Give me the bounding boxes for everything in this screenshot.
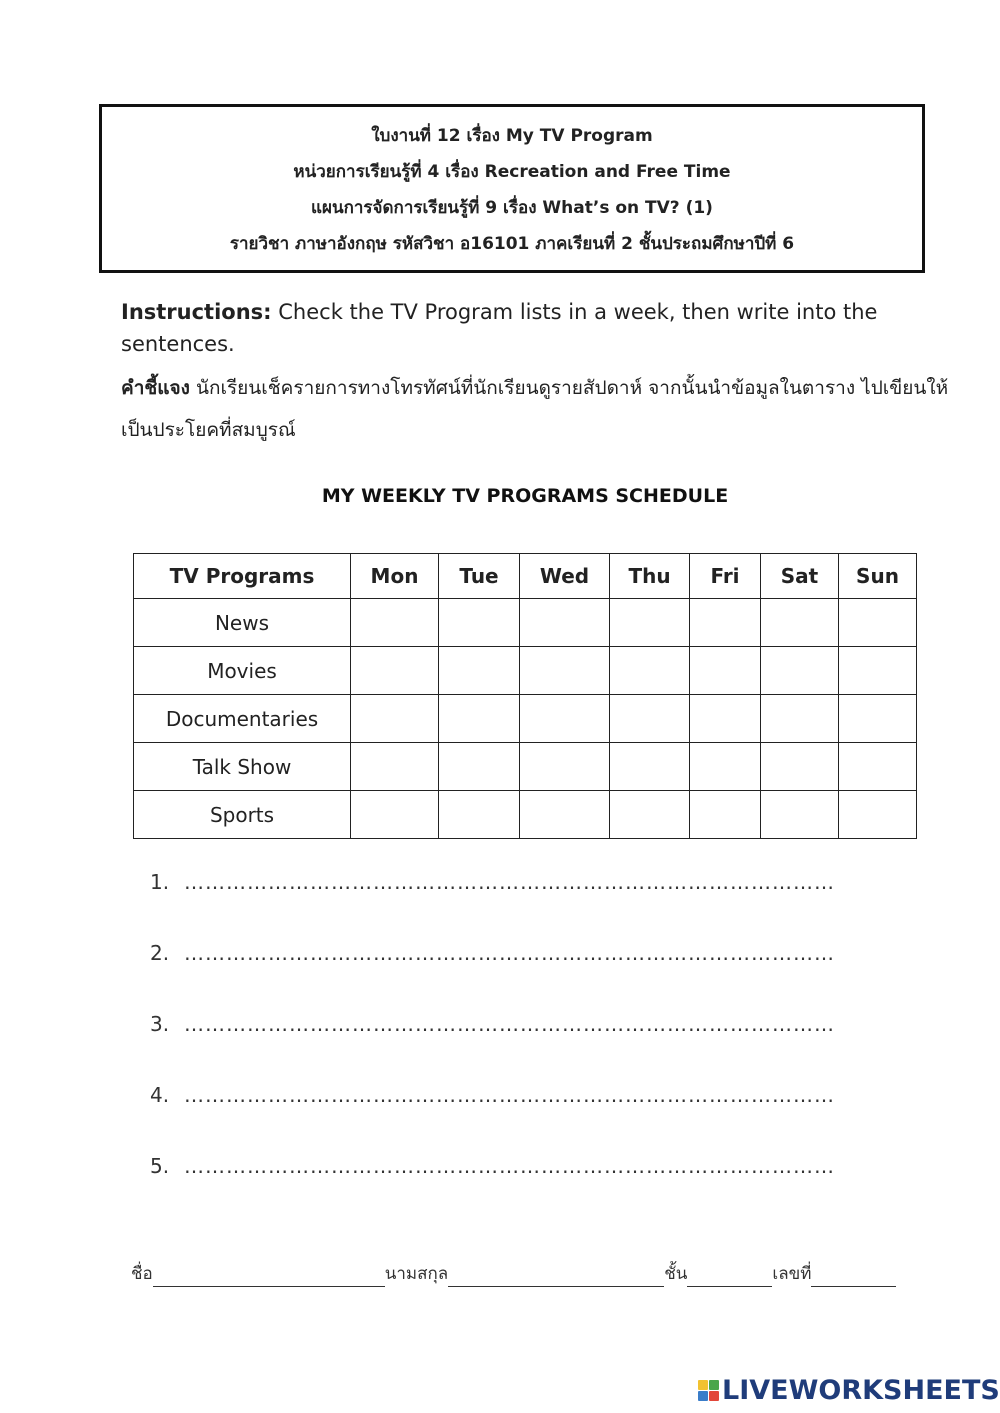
program-name: Documentaries [134, 695, 351, 743]
check-cell[interactable] [761, 695, 839, 743]
answer-number: 5. [150, 1154, 170, 1178]
table-row [134, 695, 917, 743]
answer-dotted-line[interactable]: ………………………………………………………………………………… [184, 870, 835, 894]
thai-instructions-text: นักเรียนเช็ครายการทางโทรทัศน์ที่นักเรียนดูรายสัปดาห์ จากนั้นนำข้อมูลในตาราง ไปเขียนให้เป็นประโยคที่สมบูรณ์ [121, 377, 949, 441]
program-name: Talk Show [134, 743, 351, 791]
check-cell[interactable] [610, 599, 690, 647]
check-cell[interactable] [839, 695, 917, 743]
liveworksheets-watermark [698, 1375, 1000, 1406]
program-name: Movies [134, 647, 351, 695]
answer-line-2[interactable] [150, 941, 880, 1012]
check-cell[interactable] [351, 647, 439, 695]
check-cell[interactable] [761, 743, 839, 791]
check-cell[interactable] [610, 791, 690, 839]
learning-unit-title: หน่วยการเรียนรู้ที่ 4 เรื่อง Recreation and Free Time [293, 161, 731, 182]
number-blank[interactable] [811, 1266, 896, 1287]
check-cell[interactable] [520, 743, 610, 791]
check-cell[interactable] [439, 599, 520, 647]
answer-number: 2. [150, 941, 170, 965]
name-blank[interactable] [153, 1266, 385, 1287]
check-cell[interactable] [839, 647, 917, 695]
liveworksheets-logo-icon [698, 1380, 719, 1401]
check-cell[interactable] [690, 599, 761, 647]
check-cell[interactable] [520, 695, 610, 743]
answer-dotted-line[interactable]: ………………………………………………………………………………… [184, 1012, 835, 1036]
worksheet-number-title: ใบงานที่ 12 เรื่อง My TV Program [371, 125, 653, 146]
check-cell[interactable] [610, 695, 690, 743]
class-blank[interactable] [687, 1266, 772, 1287]
check-cell[interactable] [520, 647, 610, 695]
answer-line-4[interactable] [150, 1083, 880, 1154]
surname-label: นามสกุล [384, 1264, 449, 1284]
check-cell[interactable] [690, 695, 761, 743]
answer-dotted-line[interactable]: ………………………………………………………………………………… [184, 1083, 835, 1107]
answer-number: 3. [150, 1012, 170, 1036]
check-cell[interactable] [839, 743, 917, 791]
surname-blank[interactable] [448, 1266, 664, 1287]
check-cell[interactable] [351, 791, 439, 839]
schedule-table [133, 553, 917, 839]
answer-list [150, 870, 880, 1225]
check-cell[interactable] [439, 647, 520, 695]
schedule-header-row [134, 554, 917, 599]
header-tv-programs: TV Programs [134, 554, 351, 599]
student-info-line [131, 1260, 911, 1287]
header-tue: Tue [439, 554, 520, 599]
name-label: ชื่อ [131, 1264, 153, 1284]
answer-number: 4. [150, 1083, 170, 1107]
check-cell[interactable] [610, 647, 690, 695]
header-sun: Sun [839, 554, 917, 599]
answer-dotted-line[interactable]: ………………………………………………………………………………… [184, 941, 835, 965]
check-cell[interactable] [439, 695, 520, 743]
lesson-plan-title: แผนการจัดการเรียนรู้ที่ 9 เรื่อง What’s on TV? (1) [311, 197, 713, 218]
check-cell[interactable] [839, 791, 917, 839]
instructions-text: Check the TV Program lists in a week, then write into the sentences. [121, 300, 878, 356]
header-thu: Thu [610, 554, 690, 599]
header-wed: Wed [520, 554, 610, 599]
table-row [134, 599, 917, 647]
header-fri: Fri [690, 554, 761, 599]
table-row [134, 791, 917, 839]
check-cell[interactable] [520, 791, 610, 839]
answer-line-1[interactable] [150, 870, 880, 941]
check-cell[interactable] [690, 743, 761, 791]
course-info: รายวิชา ภาษาอังกฤษ รหัสวิชา อ16101 ภาคเรียนที่ 2 ชั้นประถมศึกษาปีที่ 6 [229, 233, 795, 254]
header-mon: Mon [351, 554, 439, 599]
check-cell[interactable] [761, 599, 839, 647]
answer-number: 1. [150, 870, 170, 894]
instructions-label: Instructions: [121, 300, 272, 324]
program-name: News [134, 599, 351, 647]
number-label: เลขที่ [772, 1264, 812, 1284]
header-sat: Sat [761, 554, 839, 599]
check-cell[interactable] [439, 791, 520, 839]
check-cell[interactable] [351, 743, 439, 791]
check-cell[interactable] [351, 599, 439, 647]
check-cell[interactable] [690, 791, 761, 839]
thai-instructions [121, 367, 951, 451]
liveworksheets-wordmark: LIVEWORKSHEETS [722, 1375, 1000, 1406]
table-row [134, 647, 917, 695]
check-cell[interactable] [761, 791, 839, 839]
schedule-title: MY WEEKLY TV PROGRAMS SCHEDULE [321, 485, 729, 507]
answer-line-3[interactable] [150, 1012, 880, 1083]
instructions [121, 296, 921, 360]
check-cell[interactable] [351, 695, 439, 743]
program-name: Sports [134, 791, 351, 839]
table-row [134, 743, 917, 791]
check-cell[interactable] [690, 647, 761, 695]
check-cell[interactable] [610, 743, 690, 791]
worksheet-header-box [99, 104, 925, 273]
thai-instructions-label: คำชี้แจง [121, 377, 190, 399]
answer-line-5[interactable] [150, 1154, 880, 1225]
check-cell[interactable] [761, 647, 839, 695]
class-label: ชั้น [664, 1264, 688, 1284]
answer-dotted-line[interactable]: ………………………………………………………………………………… [184, 1154, 835, 1178]
check-cell[interactable] [439, 743, 520, 791]
check-cell[interactable] [839, 599, 917, 647]
check-cell[interactable] [520, 599, 610, 647]
